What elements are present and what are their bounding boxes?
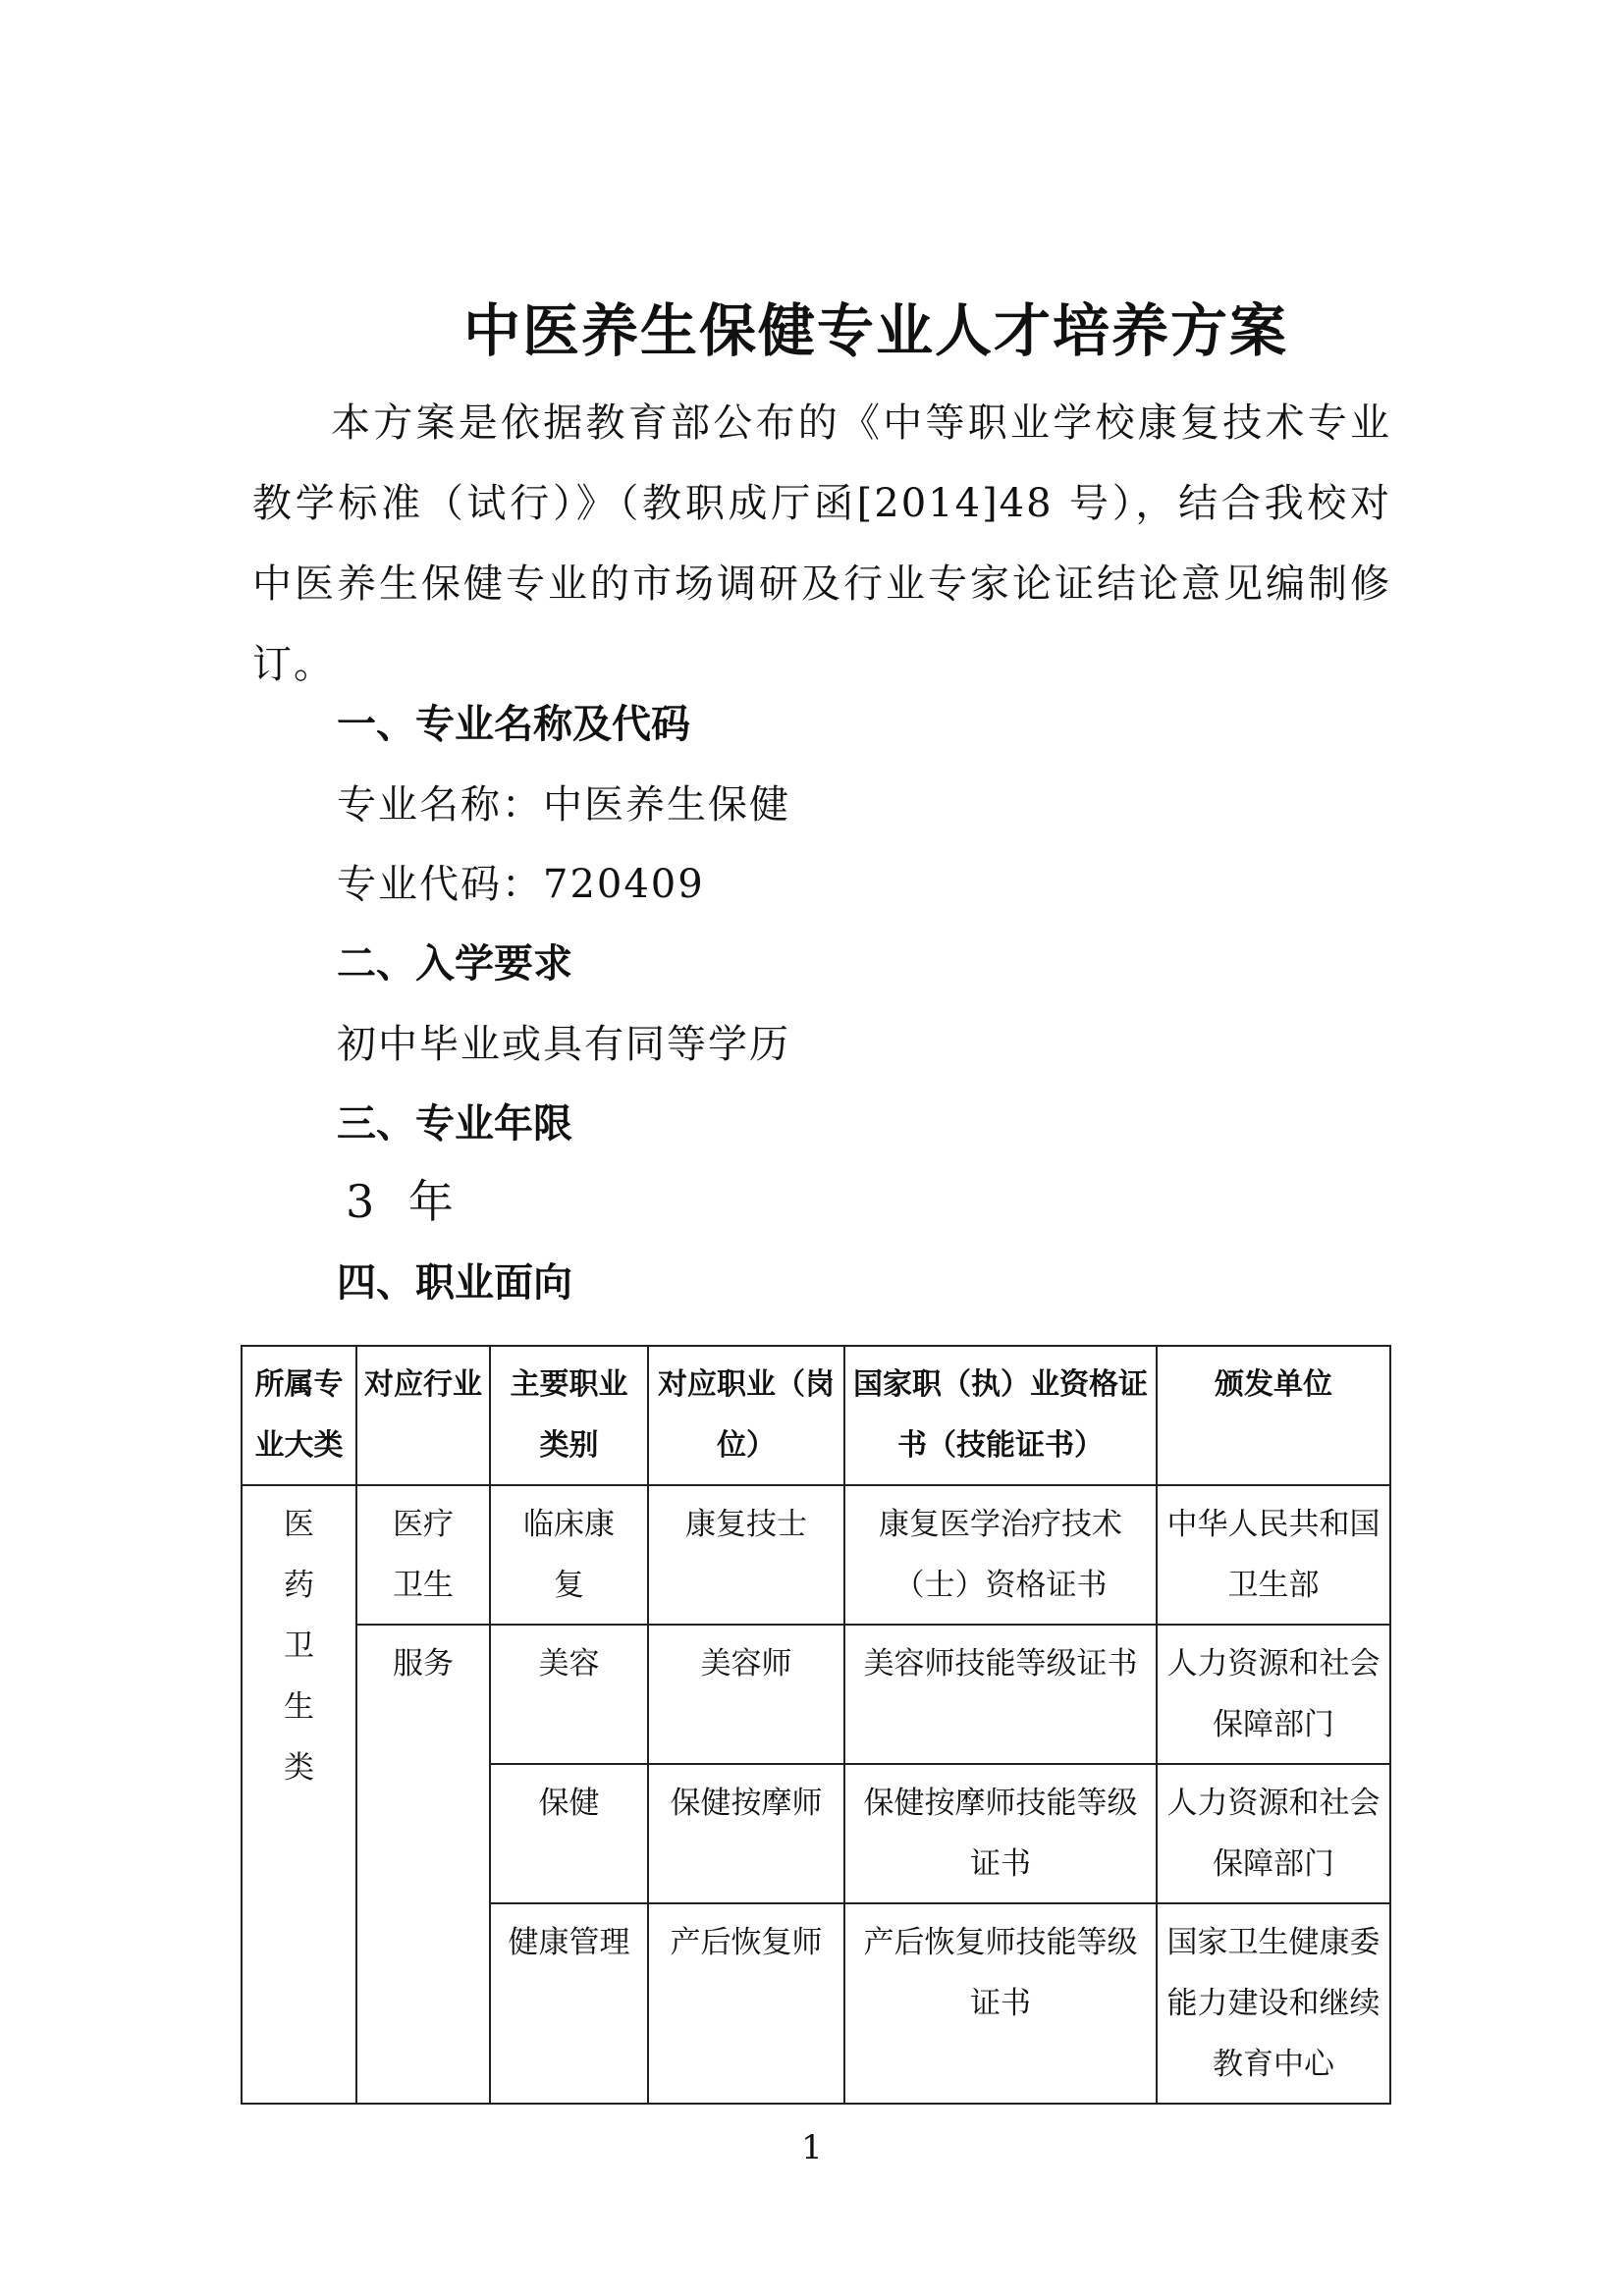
header-certificate: 国家职（执）业资格证书（技能证书）: [844, 1346, 1157, 1485]
issuer-cell: 中华人民共和国卫生部: [1157, 1485, 1390, 1625]
table-row: [242, 1625, 1390, 1764]
job-cell: 美容师: [648, 1625, 844, 1764]
certificate-cell: 美容师技能等级证书: [844, 1625, 1157, 1764]
job-cell: 产后恢复师: [648, 1903, 844, 2104]
industry-cell-top: 医疗卫生: [356, 1485, 490, 1625]
job-cell: 康复技士: [648, 1485, 844, 1625]
header-job: 对应职业（岗位）: [648, 1346, 844, 1485]
issuer-cell: 国家卫生健康委能力建设和继续教育中心: [1157, 1903, 1390, 2104]
header-career-type: 主要职业类别: [490, 1346, 648, 1485]
section-3-heading: 三、专业年限: [337, 1101, 572, 1147]
major-name: 专业名称：中医养生保健: [337, 782, 790, 828]
category-cell: 医药卫生类: [242, 1485, 356, 2104]
career-type-cell: 临床康复: [490, 1485, 648, 1625]
page-title: 中医养生保健专业人才培养方案: [462, 297, 1288, 364]
table-row: [242, 1485, 1390, 1625]
certificate-cell: 产后恢复师技能等级证书: [844, 1903, 1157, 2104]
header-industry: 对应行业: [356, 1346, 490, 1485]
issuer-cell: 人力资源和社会保障部门: [1157, 1625, 1390, 1764]
certificate-cell: 康复医学治疗技术（士）资格证书: [844, 1485, 1157, 1625]
career-type-cell: 健康管理: [490, 1903, 648, 2104]
industry-cell-bottom: 服务: [356, 1625, 490, 2104]
header-category: 所属专业大类: [242, 1346, 356, 1485]
section-2-heading: 二、入学要求: [337, 941, 572, 987]
issuer-cell: 人力资源和社会保障部门: [1157, 1764, 1390, 1903]
major-code: 专业代码：720409: [337, 862, 705, 907]
section-4-heading: 四、职业面向: [337, 1260, 572, 1306]
job-cell: 保健按摩师: [648, 1764, 844, 1903]
certificate-cell: 保健按摩师技能等级证书: [844, 1764, 1157, 1903]
career-type-cell: 保健: [490, 1764, 648, 1903]
admission-requirement: 初中毕业或具有同等学历: [337, 1022, 790, 1067]
intro-paragraph: 本方案是依据教育部公布的《中等职业学校康复技术专业教学标准（试行）》（教职成厅函[2014]48 号），结合我校对中医养生保健专业的市场调研及行业专家论证结论意见编制修订。: [252, 400, 1391, 687]
page-number: 1: [801, 2128, 823, 2167]
study-duration: 3 年: [346, 1175, 463, 1228]
career-type-cell: 美容: [490, 1625, 648, 1764]
career-table: [241, 1345, 1391, 2105]
header-issuer: 颁发单位: [1157, 1346, 1390, 1485]
table-header-row: [242, 1346, 1390, 1485]
section-1-heading: 一、专业名称及代码: [337, 702, 690, 747]
